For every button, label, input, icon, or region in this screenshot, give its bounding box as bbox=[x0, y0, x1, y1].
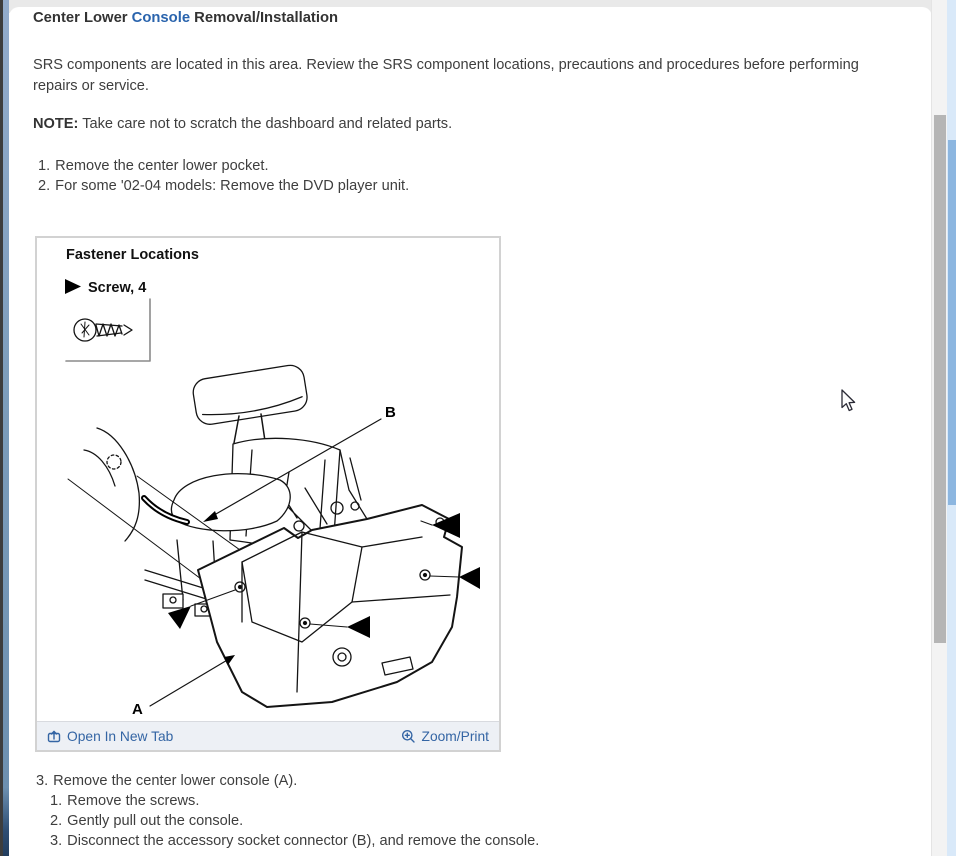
title-prefix: Center Lower bbox=[33, 10, 132, 26]
label-b: B bbox=[385, 404, 396, 421]
figure-toolbar bbox=[37, 721, 499, 750]
step-text: For some '02-04 models: Remove the DVD player unit. bbox=[55, 178, 410, 194]
note-label: NOTE: bbox=[33, 116, 79, 132]
intro-paragraph: SRS components are located in this area. Review the SRS component locations, precautions and procedures before performing repairs or service. bbox=[33, 57, 859, 94]
label-a: A bbox=[132, 701, 143, 718]
list-item bbox=[38, 156, 409, 176]
list-item bbox=[50, 811, 539, 831]
list-item bbox=[50, 831, 539, 851]
zoom-print-label: Zoom/Print bbox=[421, 728, 489, 744]
step-text: Remove the center lower pocket. bbox=[55, 158, 269, 174]
figure-title: Fastener Locations bbox=[66, 247, 199, 263]
inner-scrollbar-thumb[interactable] bbox=[934, 115, 946, 643]
browser-scrollbar-thumb[interactable] bbox=[948, 140, 956, 505]
note-line bbox=[33, 116, 452, 132]
open-in-new-tab-icon bbox=[47, 729, 61, 743]
list-item bbox=[38, 176, 409, 196]
zoom-magnifier-icon bbox=[401, 729, 416, 744]
console-link[interactable]: Console bbox=[131, 10, 191, 26]
list-item bbox=[50, 791, 539, 811]
step-text: Remove the center lower console (A). bbox=[53, 773, 298, 789]
open-in-new-tab-label: Open In New Tab bbox=[67, 728, 174, 744]
page-title bbox=[33, 10, 338, 26]
step-text: Gently pull out the console. bbox=[67, 813, 244, 829]
article bbox=[9, 7, 932, 856]
headrest bbox=[191, 363, 309, 426]
step-number: 2. bbox=[38, 178, 51, 194]
step-number: 2. bbox=[50, 813, 63, 829]
step-number: 3. bbox=[36, 773, 49, 789]
step-number: 1. bbox=[50, 793, 63, 809]
step-list bbox=[38, 156, 409, 196]
mouse-cursor bbox=[841, 389, 859, 414]
figure-fastener-locations bbox=[35, 236, 501, 752]
step-text: Remove the screws. bbox=[67, 793, 200, 809]
screw-legend bbox=[66, 299, 150, 361]
substep-list bbox=[50, 791, 539, 851]
step-number: 3. bbox=[50, 833, 63, 849]
open-in-new-tab-link[interactable] bbox=[47, 729, 173, 744]
list-item bbox=[36, 771, 539, 791]
step-number: 1. bbox=[38, 158, 51, 174]
callout-triangle-icon bbox=[65, 279, 81, 294]
zoom-print-link[interactable] bbox=[401, 729, 489, 744]
step-text: Disconnect the accessory socket connector (B), and remove the console. bbox=[67, 833, 540, 849]
screw-callout: Screw, 4 bbox=[88, 280, 147, 296]
step3-block bbox=[36, 771, 539, 851]
note-text: Take care not to scratch the dashboard and related parts. bbox=[78, 116, 453, 132]
title-suffix: Removal/Installation bbox=[190, 10, 339, 26]
fastener-diagram bbox=[37, 238, 499, 721]
